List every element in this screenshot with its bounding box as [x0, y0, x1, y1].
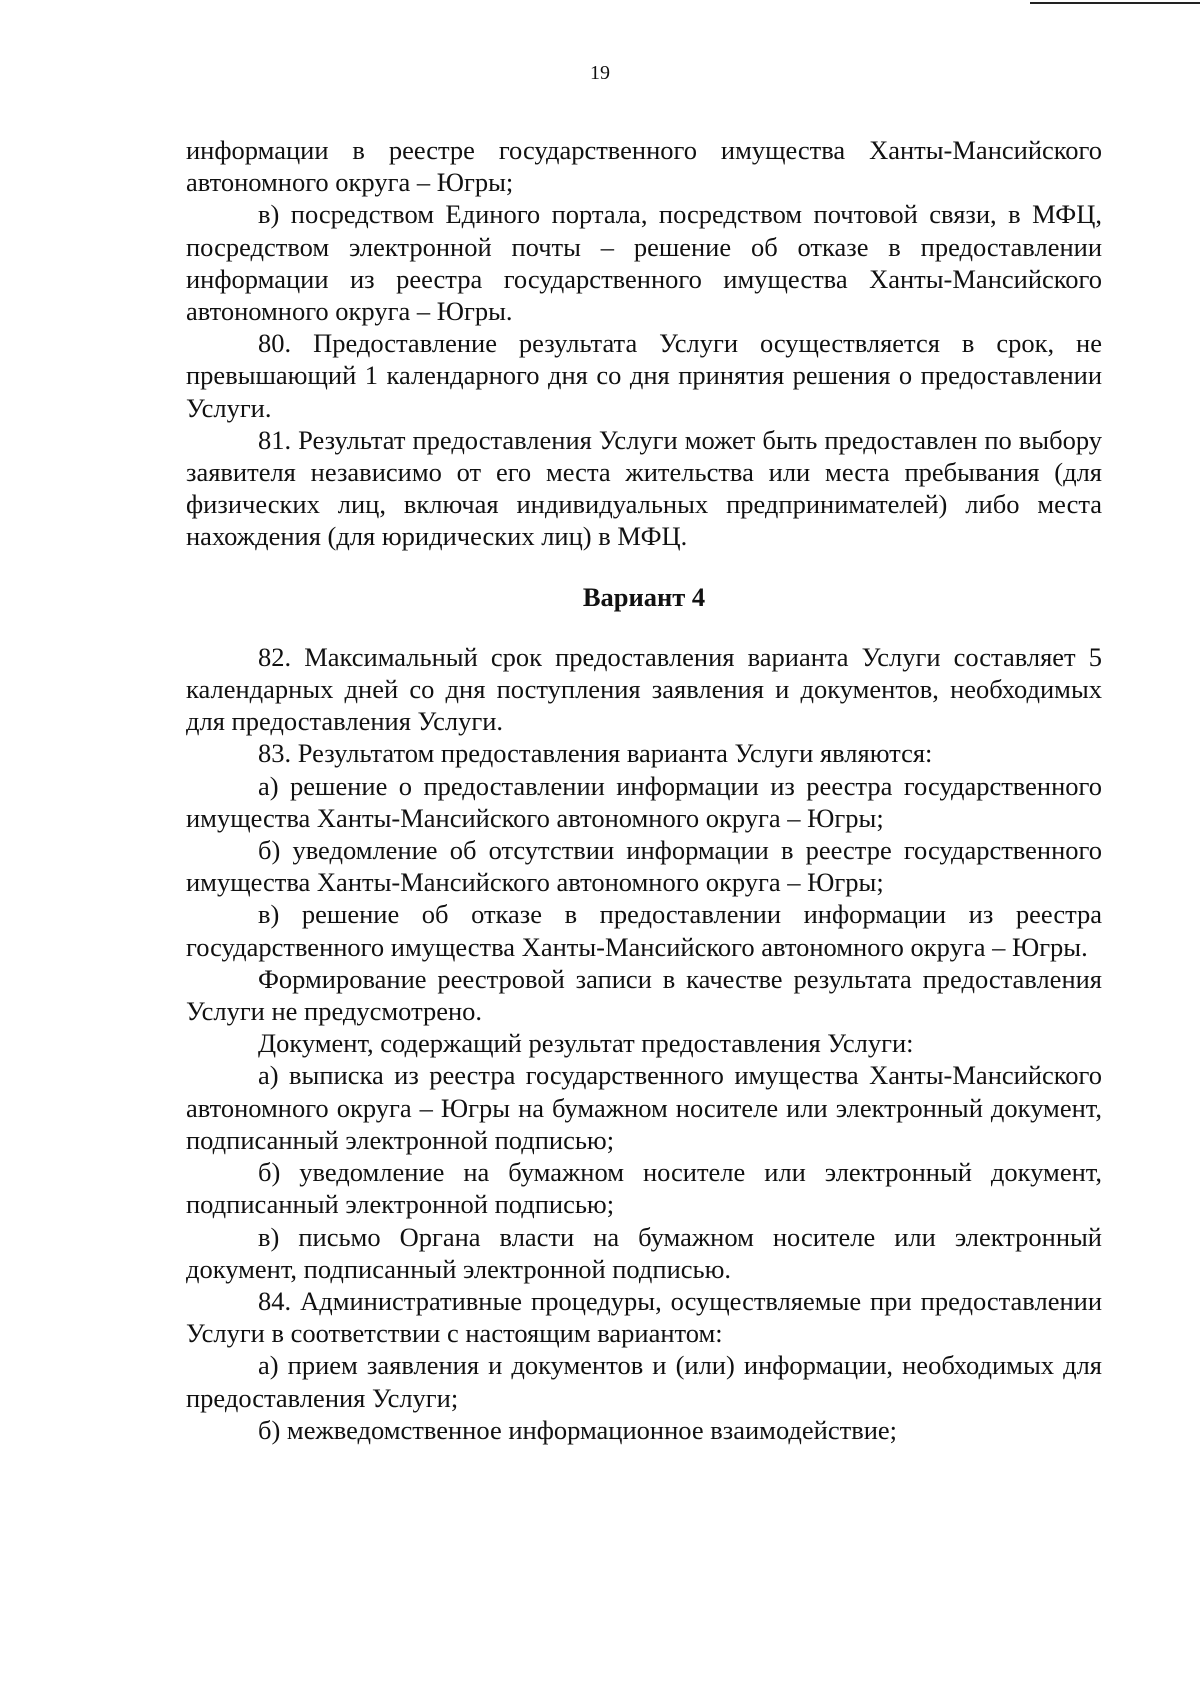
- scan-edge-line: [1030, 2, 1200, 4]
- paragraph: б) межведомственное информационное взаимодействие;: [258, 1414, 898, 1445]
- paragraph: а) выписка из реестра государственного имущества Ханты-Мансийского автономного округа – Югры на бумажном носителе или электронный документ, подписанный электронной подписью;: [186, 1060, 1102, 1155]
- paragraph: в) письмо Органа власти на бумажном носителе или электронный документ, подписанный электронной подписью.: [186, 1221, 1102, 1284]
- paragraph: Документ, содержащий результат предоставления Услуги:: [258, 1028, 914, 1059]
- paragraph: б) уведомление на бумажном носителе или электронный документ, подписанный электронной подписью;: [186, 1157, 1102, 1220]
- paragraph: 81. Результат предоставления Услуги может быть предоставлен по выбору заявителя независимо от его места жительства или места пребывания (для физических лиц, включая индивидуальных предпринимателей) либо места нахождения (для юридических лиц) в МФЦ.: [186, 424, 1102, 552]
- document-body: [186, 134, 1102, 1446]
- section-heading: Вариант 4: [582, 581, 706, 612]
- page-number: 19: [590, 62, 610, 84]
- paragraph: 83. Результатом предоставления варианта Услуги являются:: [258, 738, 933, 769]
- paragraph: а) решение о предоставлении информации из реестра государственного имущества Ханты-Мансийского автономного округа – Югры;: [186, 770, 1102, 833]
- paragraph: 82. Максимальный срок предоставления варианта Услуги составляет 5 календарных дней со дня поступления заявления и документов, необходимых для предоставления Услуги.: [186, 641, 1102, 737]
- paragraph: 84. Административные процедуры, осуществляемые при предоставлении Услуги в соответствии с настоящим вариантом:: [186, 1285, 1102, 1349]
- paragraph: а) прием заявления и документов и (или) информации, необходимых для предоставления Услуги;: [186, 1350, 1102, 1413]
- paragraph: в) посредством Единого портала, посредством почтовой связи, в МФЦ, посредством электронной почты – решение об отказе в предоставлении информации из реестра государственного имущества Ханты-Мансийского автономного округа – Югры.: [186, 199, 1102, 327]
- paragraph: информации в реестре государственного имущества Ханты-Мансийского автономного округа – Югры;: [186, 135, 1102, 198]
- paragraph: б) уведомление об отсутствии информации в реестре государственного имущества Ханты-Мансийского автономного округа – Югры;: [186, 835, 1102, 898]
- paragraph: Формирование реестровой записи в качестве результата предоставления Услуги не предусмотрено.: [186, 963, 1102, 1027]
- paragraph: в) решение об отказе в предоставлении информации из реестра государственного имущества Ханты-Мансийского автономного округа – Югры.: [186, 899, 1102, 962]
- paragraph: 80. Предоставление результата Услуги осуществляется в срок, не превышающий 1 календарного дня со дня принятия решения о предоставлении Услуги.: [186, 328, 1102, 423]
